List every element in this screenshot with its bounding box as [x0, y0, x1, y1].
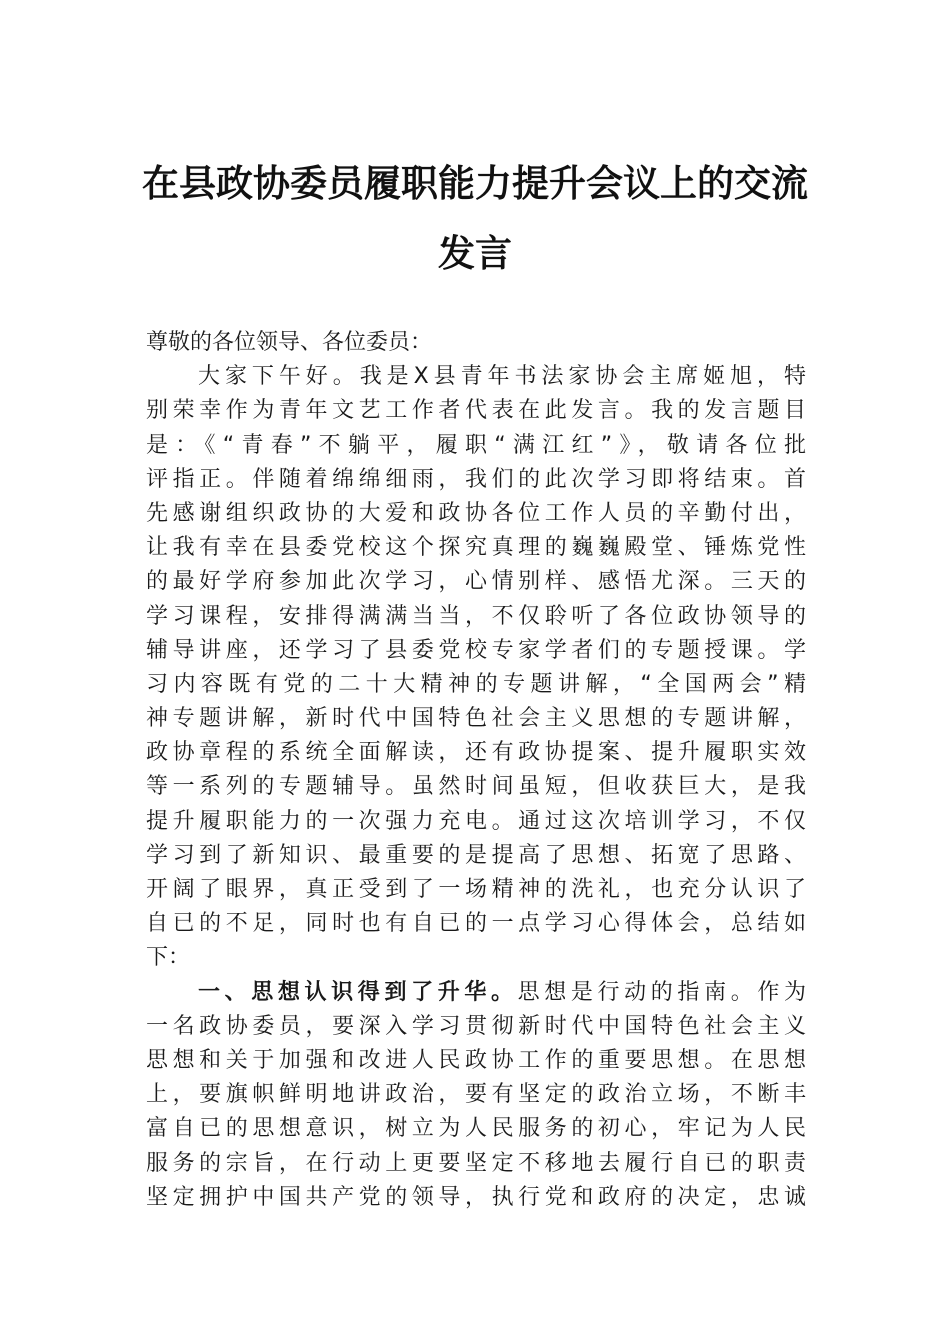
paragraph-line: 别荣幸作为青年文艺工作者代表在此发言。我的发言题目 [146, 398, 806, 424]
paragraph-line: 让我有幸在县委党校这个探究真理的巍巍殿堂、锤炼党性 [146, 535, 806, 561]
document-title-line-1: 在县政协委员履职能力提升会议上的交流 [142, 161, 808, 205]
section-1-first-line [146, 976, 806, 1010]
paragraph-line: 的最好学府参加此次学习，心情别样、感悟尤深。三天的 [146, 569, 806, 595]
paragraph-line: 富自已的思想意识，树立为人民服务的初心，牢记为人民 [146, 1116, 806, 1142]
section-1-first-line-text: 思想是行动的指南。作为 [517, 979, 806, 1005]
document-body [146, 326, 806, 1215]
paragraph-line: 神专题讲解，新时代中国特色社会主义思想的专题讲解， [146, 706, 806, 732]
paragraph-line: 服务的宗旨，在行动上更要坚定不移地去履行自已的职责 [146, 1150, 806, 1176]
section-1-heading: 一、思想认识得到了升华。 [198, 979, 518, 1005]
paragraph-line: 坚定拥护中国共产党的领导，执行党和政府的决定，忠诚 [146, 1184, 806, 1210]
paragraph-line: 学习到了新知识、最重要的是提高了思想、拓宽了思路、 [146, 842, 806, 868]
paragraph-line: 提升履职能力的一次强力充电。通过这次培训学习，不仅 [146, 808, 806, 834]
document-title-line-2: 发言 [438, 231, 512, 275]
paragraph-line: 一名政协委员，要深入学习贯彻新时代中国特色社会主义 [146, 1013, 806, 1039]
paragraph-line: 政协章程的系统全面解读，还有政协提案、提升履职实效 [146, 740, 806, 766]
paragraph-line: 思想和关于加强和改进人民政协工作的重要思想。在思想 [146, 1047, 806, 1073]
paragraph-line: 自已的不足，同时也有自已的一点学习心得体会，总结如 [146, 911, 806, 937]
paragraph-line: 大家下午好。我是X县青年书法家协会主席姬旭，特 [198, 364, 806, 390]
paragraph-line: 评指正。伴随着绵绵细雨，我们的此次学习即将结束。首 [146, 466, 806, 492]
paragraph-line: 上，要旗帜鲜明地讲政治，要有坚定的政治立场，不断丰 [146, 1082, 806, 1108]
paragraph-line: 习内容既有党的二十大精神的专题讲解，“全国两会”精 [146, 671, 806, 697]
salutation: 尊敬的各位领导、各位委员： [146, 330, 433, 355]
paragraph-line: 下： [146, 945, 191, 971]
paragraph-line: 学习课程，安排得满满当当，不仅聆听了各位政协领导的 [146, 603, 806, 629]
paragraph-line: 是：《“青春”不躺平，履职“满江红”》，敬请各位批 [146, 432, 806, 458]
paragraph-line: 辅导讲座，还学习了县委党校专家学者们的专题授课。学 [146, 637, 806, 663]
paragraph-line: 先感谢组织政协的大爱和政协各位工作人员的辛勤付出， [146, 500, 806, 526]
paragraph-line: 开阔了眼界，真正受到了一场精神的洗礼，也充分认识了 [146, 877, 806, 902]
paragraph-line: 等一系列的专题辅导。虽然时间虽短，但收获巨大，是我 [146, 774, 806, 800]
